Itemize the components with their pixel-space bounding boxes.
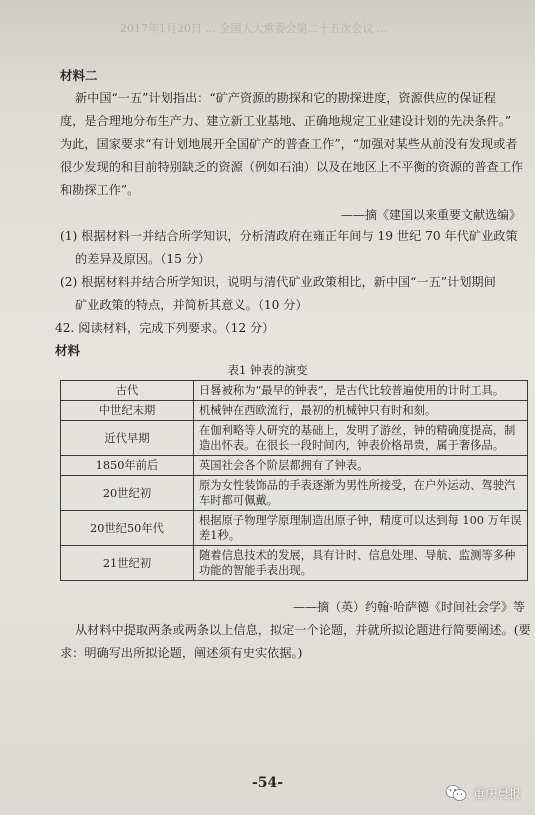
material2-line: 和勘探工作”。 xyxy=(60,183,140,197)
desc-cell: 日晷被称为“最早的钟表”，是古代比较普遍使用的计时工具。 xyxy=(194,381,528,401)
watermark xyxy=(445,784,521,802)
table-source: ——摘（英）约翰·哈萨德《时间社会学》等 xyxy=(293,600,525,614)
question-1-cont: 的差异及原因。（15 分） xyxy=(75,252,211,266)
table-row xyxy=(61,401,528,421)
desc-cell: 根据原子物理学原理制造出原子钟，精度可以达到每 100 万年误差1秒。 xyxy=(194,511,528,546)
material2-line: 新中国“一五”计划指出：“矿产资源的勘探和它的勘探进度，资源供应的保证程 xyxy=(75,91,496,105)
page-number: -54- xyxy=(251,775,284,791)
material2-line: 度，是合理地分布生产力、建立新工业基地、正确地规定工业建设计划的先决条件。” xyxy=(60,114,512,128)
era-cell: 20世纪初 xyxy=(61,476,194,511)
table-row xyxy=(61,456,528,476)
question-1: (1) 根据材料一并结合所学知识，分析清政府在雍正年间与 19 世纪 70 年代矿业政策 xyxy=(60,229,518,243)
table-row xyxy=(61,546,528,581)
material2-source: ——摘《建国以来重要文献选编》 xyxy=(340,208,521,222)
era-cell: 20世纪50年代 xyxy=(61,511,194,546)
clock-evolution-table xyxy=(60,380,528,581)
bleed-through-text: 2017年1月20日 ... 全国人大常委会第二十五次会议 ... xyxy=(120,22,388,35)
desc-cell: 英国社会各个阶层都拥有了钟表。 xyxy=(194,456,528,476)
material2-line: 很少发现的和目前特别缺乏的资源（例如石油）以及在地区上不平衡的资源的普查工作 xyxy=(60,160,524,174)
era-cell: 中世纪末期 xyxy=(61,401,194,421)
desc-cell: 机械钟在西欧流行，最初的机械钟只有时和刻。 xyxy=(194,401,528,421)
table-row xyxy=(61,476,528,511)
desc-cell: 在伽利略等人研究的基础上，发明了游丝，钟的精确度提高，制造出怀表。在很长一段时间内，钟表价格昂贵，属于奢侈品。 xyxy=(194,421,528,456)
material-label: 材料 xyxy=(55,343,81,358)
question-2-cont: 矿业政策的特点，并简析其意义。（10 分） xyxy=(75,298,308,312)
question-42: 42. 阅读材料，完成下列要求。（12 分） xyxy=(55,321,275,335)
desc-cell: 原为女性装饰品的手表逐渐为男性所接受，在户外运动、驾驶汽车时都可佩戴。 xyxy=(194,476,528,511)
table-row xyxy=(61,381,528,401)
wechat-icon xyxy=(445,784,467,802)
question-2: (2) 根据材料并结合所学知识，说明与清代矿业政策相比，新中国“一五”计划期间 xyxy=(60,275,496,289)
instruction-line: 求：明确写出所拟论题，阐述须有史实依据。) xyxy=(60,646,303,660)
material2-heading: 材料二 xyxy=(60,68,98,83)
desc-cell: 随着信息技术的发展，具有计时、信息处理、导航、监测等多种功能的智能手表出现。 xyxy=(194,546,528,581)
material2-line: 为此，国家要求“有计划地展开全国矿产的普查工作”，“加强对某些从前没有发现或者 xyxy=(60,137,518,151)
era-cell: 1850年前后 xyxy=(61,456,194,476)
table-row xyxy=(61,421,528,456)
watermark-label: 重庆晨报 xyxy=(472,786,521,801)
table-row xyxy=(61,511,528,546)
era-cell: 近代早期 xyxy=(61,421,194,456)
instruction-line: 从材料中提取两条或两条以上信息，拟定一个论题，并就所拟论题进行简要阐述。(要 xyxy=(75,623,531,637)
table-caption: 表1 钟表的演变 xyxy=(227,363,308,377)
era-cell: 21世纪初 xyxy=(61,546,194,581)
era-cell: 古代 xyxy=(61,381,194,401)
